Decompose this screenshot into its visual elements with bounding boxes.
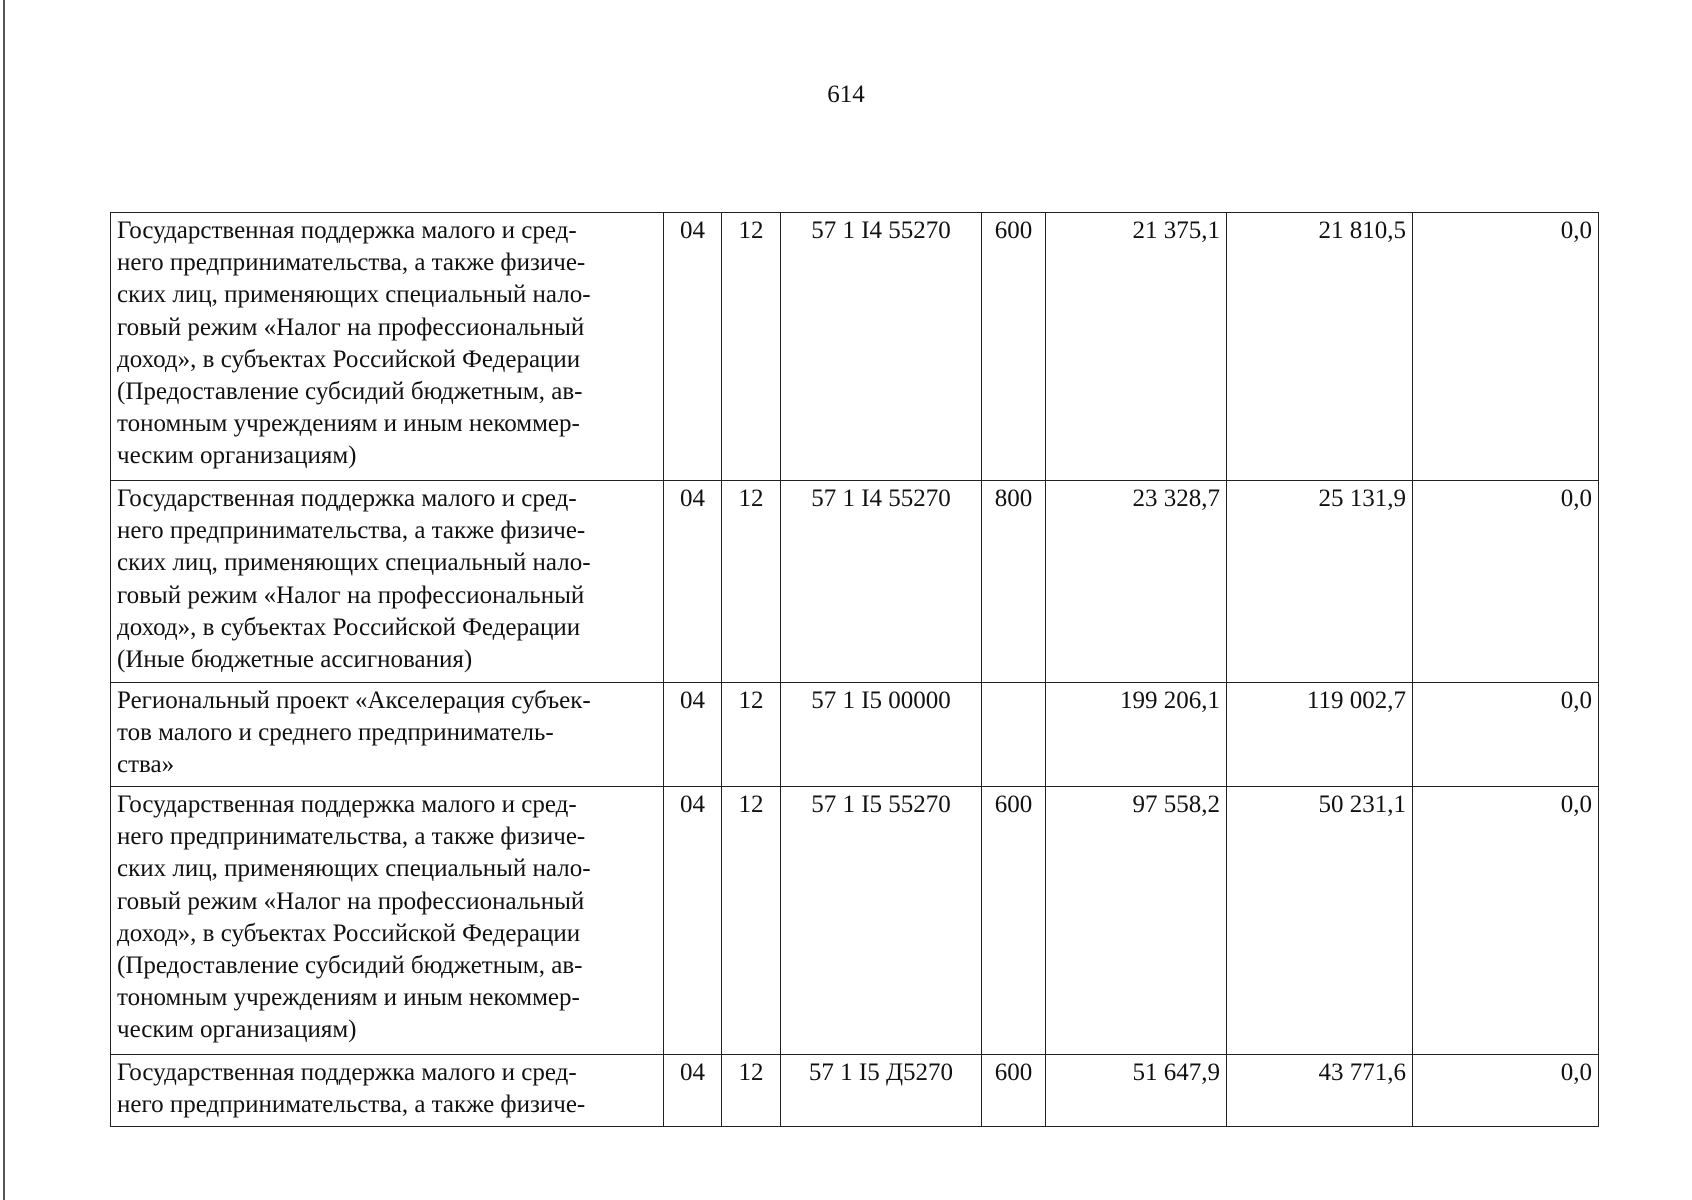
amount-1: 23 328,7 [1046,481,1227,683]
amount-2: 43 771,6 [1227,1055,1413,1127]
row-name: Государственная поддержка малого и сред- него предпринимательства, а также физиче- ских лиц, применяющих специальный нало- говый режим «Налог на профессиональный доход», в субъектах Российской Федерации (Иные бюджетные ассигнования) [111,481,664,683]
amount-2: 21 810,5 [1227,213,1413,481]
section-code: 04 [664,213,722,481]
target-article-code: 57 1 I5 00000 [781,683,982,787]
section-code: 04 [664,1055,722,1127]
section-code: 04 [664,787,722,1055]
table-row [111,213,1599,481]
target-article-code: 57 1 I4 55270 [781,481,982,683]
expense-type-code [982,683,1046,787]
amount-3: 0,0 [1413,1055,1599,1127]
amount-1: 51 647,9 [1046,1055,1227,1127]
amount-3: 0,0 [1413,213,1599,481]
amount-1: 97 558,2 [1046,787,1227,1055]
scan-left-edge [3,0,5,1200]
target-article-code: 57 1 I5 55270 [781,787,982,1055]
expense-type-code: 600 [982,787,1046,1055]
amount-1: 199 206,1 [1046,683,1227,787]
table-row [111,683,1599,787]
row-name: Государственная поддержка малого и сред- него предпринимательства, а также физиче- [111,1055,664,1127]
budget-table [110,212,1599,1127]
amount-2: 25 131,9 [1227,481,1413,683]
amount-2: 119 002,7 [1227,683,1413,787]
table-row [111,481,1599,683]
subsection-code: 12 [722,213,781,481]
row-name: Государственная поддержка малого и сред- него предпринимательства, а также физиче- ских лиц, применяющих специальный нало- говый режим «Налог на профессиональный доход», в субъектах Российской Федерации (Предоставление субсидий бюджетным, ав- тономным учреждениям и иным некоммер- ческим организациям) [111,787,664,1055]
amount-3: 0,0 [1413,481,1599,683]
expense-type-code: 800 [982,481,1046,683]
section-code: 04 [664,481,722,683]
amount-3: 0,0 [1413,683,1599,787]
amount-1: 21 375,1 [1046,213,1227,481]
target-article-code: 57 1 I5 Д5270 [781,1055,982,1127]
page-number: 614 [827,81,865,108]
subsection-code: 12 [722,683,781,787]
section-code: 04 [664,683,722,787]
target-article-code: 57 1 I4 55270 [781,213,982,481]
table-row [111,1055,1599,1127]
row-name: Региональный проект «Акселерация субъек- тов малого и среднего предприниматель- ства» [111,683,664,787]
table-row [111,787,1599,1055]
amount-2: 50 231,1 [1227,787,1413,1055]
subsection-code: 12 [722,1055,781,1127]
expense-type-code: 600 [982,213,1046,481]
subsection-code: 12 [722,481,781,683]
amount-3: 0,0 [1413,787,1599,1055]
subsection-code: 12 [722,787,781,1055]
expense-type-code: 600 [982,1055,1046,1127]
row-name: Государственная поддержка малого и сред- него предпринимательства, а также физиче- ских лиц, применяющих специальный нало- говый режим «Налог на профессиональный доход», в субъектах Российской Федерации (Предоставление субсидий бюджетным, ав- тономным учреждениям и иным некоммер- ческим организациям) [111,213,664,481]
